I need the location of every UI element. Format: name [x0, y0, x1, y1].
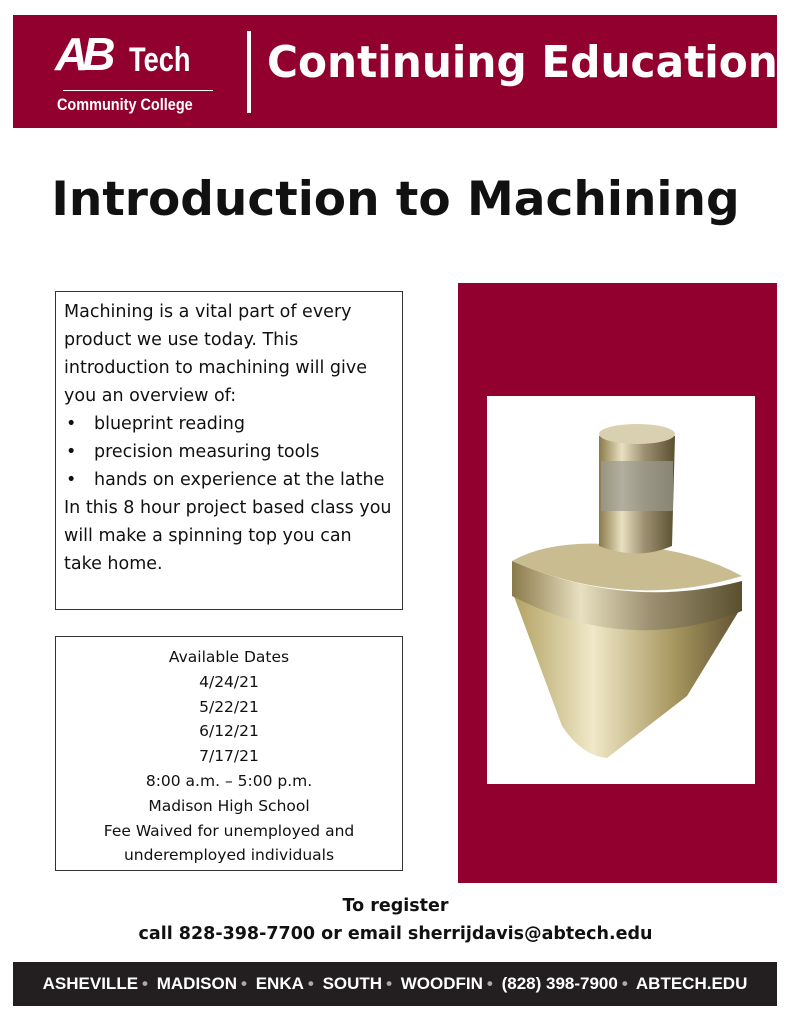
- date-item: 7/17/21: [199, 747, 259, 766]
- topics-list: [64, 410, 394, 494]
- abtech-logo: [55, 27, 215, 117]
- description-outro: In this 8 hour project based class you will make a spinning top you can take home.: [64, 498, 392, 574]
- page-title: Introduction to Machining: [51, 172, 740, 227]
- footer-bar: ASHEVILLE • MADISON • ENKA • SOUTH • WOODFIN • (828) 398-7900 • ABTECH.EDU: [13, 962, 777, 1006]
- footer-item: ASHEVILLE: [42, 974, 139, 993]
- dates-heading: Available Dates: [168, 648, 290, 666]
- footer-item: ABTECH.EDU: [635, 974, 748, 993]
- description-intro: Machining is a vital part of every product we use today. This introduction to machining will give you an overview of:: [64, 302, 367, 406]
- footer-item: (828) 398-7900: [501, 974, 618, 993]
- fee-note: Fee Waived for unemployed and: [103, 821, 355, 840]
- photo-panel: [458, 283, 777, 883]
- date-item: 6/12/21: [199, 722, 259, 741]
- date-item: 4/24/21: [199, 672, 259, 691]
- logo-subtitle: Community College: [57, 95, 193, 114]
- header-divider: [247, 31, 251, 113]
- logo-rule: [63, 90, 213, 91]
- list-item: • precision measuring tools: [64, 438, 394, 466]
- register-contact: call 828-398-7700 or email sherrijdavis@abtech.edu: [138, 924, 653, 944]
- class-location: Madison High School: [148, 796, 310, 815]
- logo-ab: AB: [55, 28, 110, 80]
- logo-tech: Tech: [129, 41, 191, 79]
- header-banner: [13, 15, 777, 128]
- spinning-top-image: [487, 396, 755, 784]
- dates-box: [55, 636, 403, 871]
- header-title: Continuing Education: [267, 37, 778, 88]
- fee-note-cont: underemployed individuals: [123, 846, 335, 865]
- class-time: 8:00 a.m. – 5:00 p.m.: [145, 771, 313, 790]
- list-item: • hands on experience at the lathe: [64, 466, 394, 494]
- list-item: • blueprint reading: [64, 410, 394, 438]
- description-box: [55, 291, 403, 610]
- footer-item: ENKA: [255, 974, 304, 993]
- footer-item: MADISON: [156, 974, 238, 993]
- footer-item: WOODFIN: [400, 974, 483, 993]
- register-heading: To register: [342, 896, 449, 916]
- footer-item: SOUTH: [322, 974, 383, 993]
- date-item: 5/22/21: [199, 697, 259, 716]
